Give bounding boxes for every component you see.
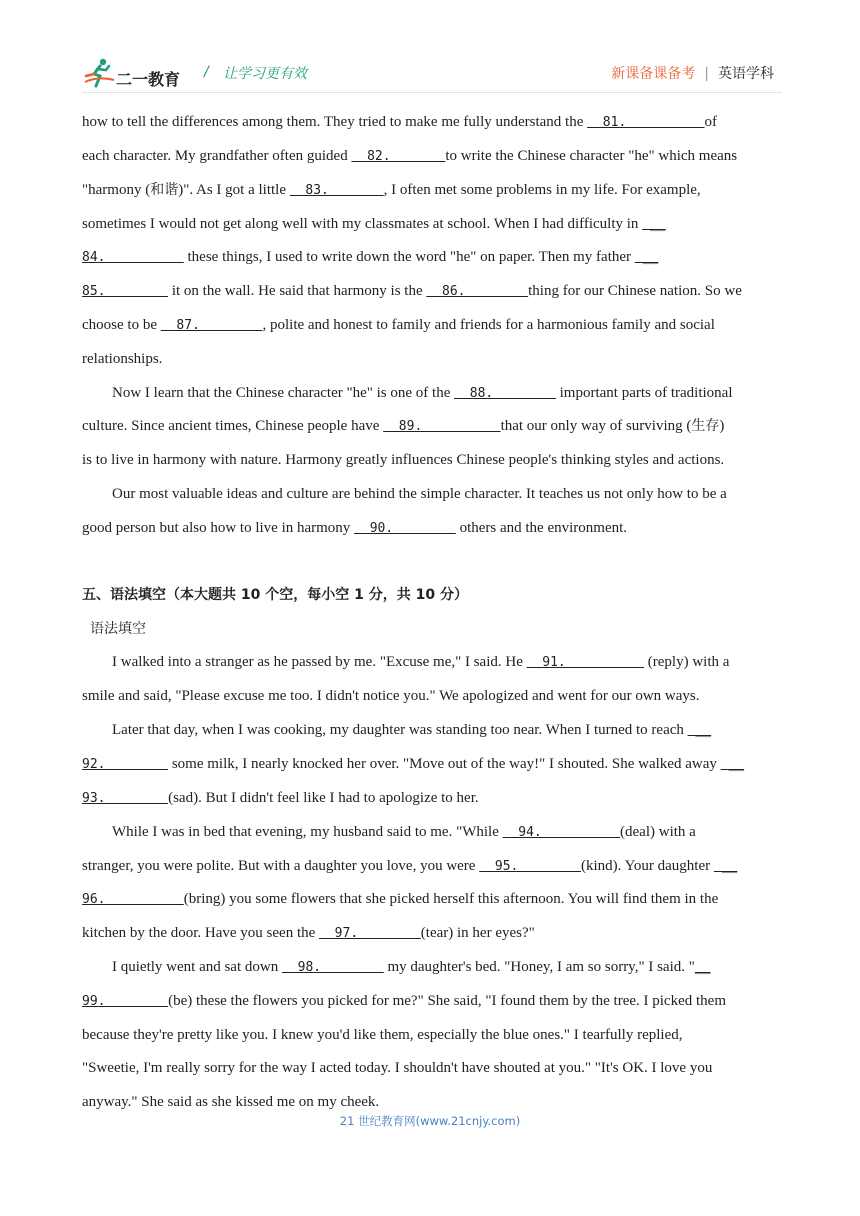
runner-icon: [82, 56, 116, 90]
subject-label: 英语学科: [718, 66, 774, 82]
blank-91[interactable]: 91.: [526, 655, 645, 670]
text-line: 85. it on the wall. He said that harmony is the 86. thing for our Chinese nation. So we: [82, 283, 742, 299]
blank-87[interactable]: 87.: [160, 318, 263, 333]
text-line: Now I learn that the Chinese character "he" is one of the 88. important parts of traditional: [112, 385, 733, 401]
slogan-divider: /: [204, 64, 209, 80]
brand-logo[interactable]: [82, 56, 190, 90]
text-line: because they're pretty like you. I knew you'd like them, especially the blue ones." I tearfully replied,: [82, 1027, 683, 1043]
blank-89[interactable]: 89.: [383, 419, 501, 434]
blank-94[interactable]: 94.: [502, 825, 621, 840]
blank-99[interactable]: 99.: [82, 994, 169, 1009]
blank-84-lead: __: [642, 217, 666, 232]
text-line: I walked into a stranger as he passed by me. "Excuse me," I said. He 91. (reply) with a: [112, 654, 730, 670]
text-line: anyway." She said as she kissed me on my cheek.: [82, 1094, 380, 1110]
text-line: each character. My grandfather often guided 82. to write the Chinese character "he" which means: [82, 148, 738, 164]
blank-93[interactable]: 93.: [82, 791, 169, 806]
text-line: stranger, you were polite. But with a daughter you love, you were 95. (kind). Your daughter __: [82, 858, 738, 874]
section-subtitle: 语法填空: [90, 621, 146, 637]
header-separator: |: [704, 66, 709, 82]
blank-82[interactable]: 82.: [351, 149, 446, 164]
text-line: good person but also how to live in harmony 90. others and the environment.: [82, 520, 628, 536]
blank-92[interactable]: 92.: [82, 757, 169, 772]
section-title: 五、语法填空（本大题共 10 个空，每小空 1 分，共 10 分）: [82, 587, 468, 603]
blank-81[interactable]: 81.: [587, 115, 705, 130]
blank-95[interactable]: 95.: [479, 859, 581, 874]
blank-86[interactable]: 86.: [426, 284, 529, 299]
text-line: kitchen by the door. Have you seen the 97. (tear) in her eyes?": [82, 925, 535, 941]
text-line: 93. (sad). But I didn't feel like I had to apologize to her.: [82, 790, 479, 806]
blank-96[interactable]: 96.: [82, 892, 184, 907]
blank-99-lead: __: [694, 960, 711, 975]
blank-92-lead: __: [687, 723, 712, 738]
blank-83[interactable]: 83.: [289, 183, 384, 198]
logo-text: 二一教育: [116, 70, 181, 89]
blank-96-lead: __: [713, 859, 738, 874]
text-line: how to tell the differences among them. They tried to make me fully understand the 81. of: [82, 114, 718, 130]
text-line: "harmony (和谐)". As I got a little 83. , I often met some problems in my life. For example,: [82, 182, 701, 198]
text-line: choose to be 87. , polite and honest to family and friends for a harmonious family and social: [82, 317, 715, 333]
blank-85[interactable]: 85.: [82, 284, 169, 299]
header-divider: [82, 92, 782, 93]
text-line: Our most valuable ideas and culture are behind the simple character. It teaches us not only how to be a: [112, 486, 727, 502]
course-label: 新课备课备考: [611, 66, 696, 82]
text-line: 96. (bring) you some flowers that she picked herself this afternoon. You will find them in the: [82, 891, 719, 907]
text-line: smile and said, "Please excuse me too. I didn't notice you." We apologized and went for our own ways.: [82, 688, 700, 704]
text-line: I quietly went and sat down 98. my daughter's bed. "Honey, I am so sorry," I said. "__: [112, 959, 711, 975]
text-line: relationships.: [82, 351, 163, 367]
text-line: sometimes I would not get along well with my classmates at school. When I had difficulty in __: [82, 216, 666, 232]
text-line: 99. (be) these the flowers you picked for me?" She said, "I found them by the tree. I picked them: [82, 993, 726, 1009]
slogan: 让学习更有效: [223, 66, 307, 82]
text-line: culture. Since ancient times, Chinese people have 89. that our only way of surviving (生存): [82, 418, 725, 434]
blank-90[interactable]: 90.: [354, 521, 456, 536]
page-header: [82, 52, 782, 92]
text-line: 84. these things, I used to write down the word "he" on paper. Then my father __: [82, 249, 659, 265]
text-line: "Sweetie, I'm really sorry for the way I acted today. I shouldn't have shouted at you." "It's OK. I love you: [82, 1060, 713, 1076]
text-line: is to live in harmony with nature. Harmony greatly influences Chinese people's thinking styles and actions.: [82, 452, 725, 468]
blank-98[interactable]: 98.: [281, 960, 384, 975]
page-footer[interactable]: 21 世纪教育网(www.21cnjy.com): [339, 1114, 521, 1128]
blank-84[interactable]: 84.: [82, 250, 184, 265]
header-right: [611, 63, 774, 83]
blank-85-lead: __: [634, 250, 659, 265]
blank-88[interactable]: 88.: [454, 386, 556, 401]
text-line: While I was in bed that evening, my husband said to me. "While 94. (deal) with a: [112, 824, 696, 840]
text-line: Later that day, when I was cooking, my daughter was standing too near. When I turned to reach __: [112, 722, 712, 738]
text-line: 92. some milk, I nearly knocked her over. "Move out of the way!" I shouted. She walked away __: [82, 756, 745, 772]
blank-97[interactable]: 97.: [319, 926, 421, 941]
blank-93-lead: __: [720, 757, 745, 772]
